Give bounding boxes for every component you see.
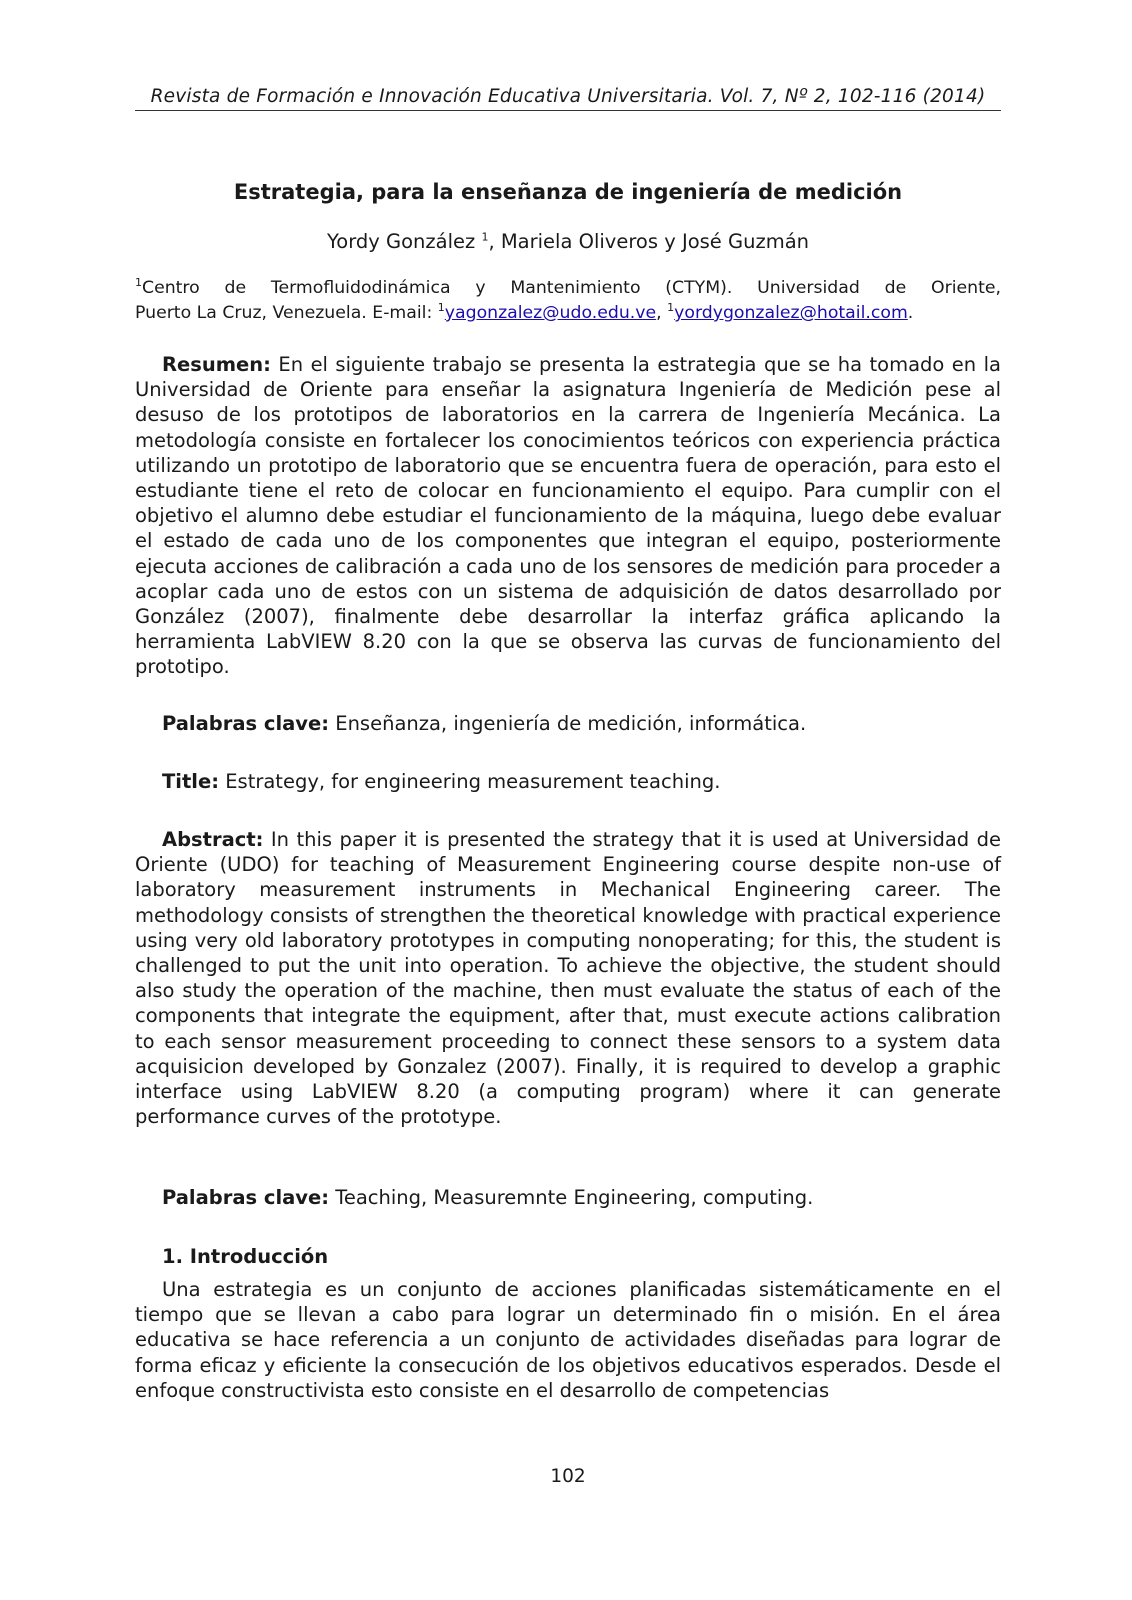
email-separator: , [656, 303, 668, 323]
other-authors: , Mariela Oliveros y José Guzmán [488, 230, 810, 253]
abstract-paragraph [135, 827, 1001, 1129]
keywords-en [135, 1185, 1001, 1210]
article-title: Estrategia, para la enseñanza de ingeniería de medición [233, 180, 903, 204]
keywords-en-label: Palabras clave: [162, 1186, 330, 1209]
keywords-en-text: Teaching, Measuremnte Engineering, computing. [329, 1186, 814, 1209]
email-link-1[interactable]: yagonzalez@udo.edu.ve [444, 303, 657, 323]
author-1: Yordy González [326, 230, 482, 253]
page-number: 102 [550, 1466, 586, 1487]
affil-mark: 1 [135, 276, 142, 290]
abstract-label: Abstract: [162, 828, 264, 851]
author-list [135, 230, 1001, 253]
intro-paragraph: Una estrategia es un conjunto de acciones planificadas sistemáticamente en el tiempo que se llevan a cabo para lograr un determinado fin o misión. En el área educativa se hace referencia a un conjunto de actividades diseñadas para lograr de forma eficaz y eficiente la consecución de los objetivos educativos esperados. Desde el enfoque constructivista esto consiste en el desarrollo de competencias [135, 1278, 1001, 1402]
resumen-label: Resumen: [162, 353, 271, 376]
affil-line-2: Puerto La Cruz, Venezuela. E-mail: [135, 303, 438, 323]
resumen-paragraph [135, 352, 1001, 680]
email-1-mark: 1 [437, 301, 445, 315]
paper-page [135, 0, 1001, 1600]
affiliation [135, 276, 1001, 326]
resumen-text: En el siguiente trabajo se presenta la estrategia que se ha tomado en la Universidad de Oriente para enseñar la asignatura Ingeniería de Medición pese al desuso de los prototipos de laboratorios en la carrera de Ingeniería Mecánica. La metodología consiste en fortalecer los conocimientos teóricos con experiencia práctica utilizando un prototipo de laboratorio que se encuentra fuera de operación, para esto el estudiante tiene el reto de colocar en funcionamiento el equipo. Para cumplir con el objetivo el alumno debe estudiar el funcionamiento de la máquina, luego debe evaluar el estado de cada uno de los componentes que integran el equipo, posteriormente ejecuta acciones de calibración a cada uno de los sensores de medición para proceder a acoplar cada uno de estos con un sistema de adquisición de datos desarrollado por González (2007), finalmente debe desarrollar la interfaz gráfica aplicando la herramienta LabVIEW 8.20 con la que se observa las curvas de funcionamiento del prototipo. [135, 353, 1001, 679]
journal-header: Revista de Formación e Innovación Educativa Universitaria. Vol. 7, Nº 2, 102-116 (2014) [135, 86, 1001, 111]
keywords-es-label: Palabras clave: [162, 712, 330, 735]
affil-end: . [907, 303, 914, 323]
section-heading-intro: 1. Introducción [162, 1245, 329, 1268]
author-1-affil-mark: 1 [481, 230, 489, 244]
email-2-mark: 1 [667, 301, 675, 315]
english-title [135, 769, 1001, 794]
keywords-es [135, 711, 1001, 736]
affil-line-1: Centro de Termofluidodinámica y Mantenimiento (CTYM). Universidad de Oriente, [142, 278, 1001, 298]
email-link-2[interactable]: yordygonzalez@hotail.com [674, 303, 908, 323]
english-title-label: Title: [162, 770, 220, 793]
abstract-text: In this paper it is presented the strategy that it is used at Universidad de Oriente (UDO) for teaching of Measurement Engineering course despite non-use of laboratory measurement instruments in Mechanical Engineering career. The methodology consists of strengthen the theoretical knowledge with practical experience using very old laboratory prototypes in computing nonoperating; for this, the student is challenged to put the unit into operation. To achieve the objective, the student should also study the operation of the machine, then must evaluate the status of each of the components that integrate the equipment, after that, must execute actions calibration to each sensor measurement proceeding to connect these sensors to a system data acquisicion developed by Gonzalez (2007). Finally, it is required to develop a graphic interface using LabVIEW 8.20 (a computing program) where it can generate performance curves of the prototype. [135, 828, 1001, 1129]
english-title-text: Estrategy, for engineering measurement teaching. [219, 770, 721, 793]
keywords-es-text: Enseñanza, ingeniería de medición, informática. [329, 712, 807, 735]
